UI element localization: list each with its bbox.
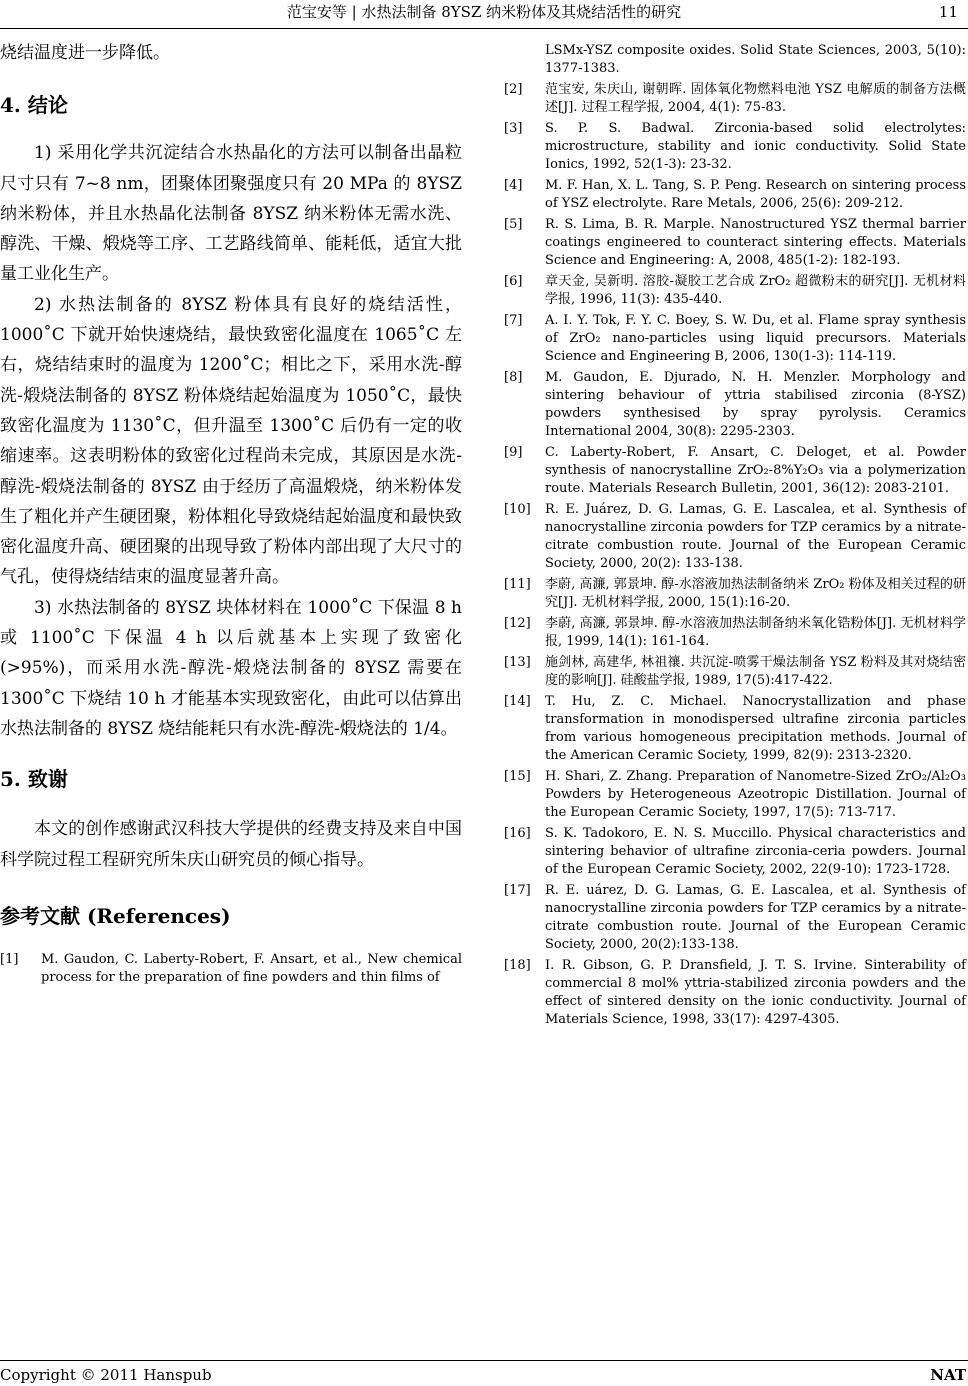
reference-number: [6] <box>504 274 523 289</box>
left-column <box>0 38 462 990</box>
reference-text: A. I. Y. Tok, F. Y. C. Boey, S. W. Du, et al. Flame spray synthesis of ZrO₂ nano-particles using liquid precursors. Materials Science and Engineering B, 2006, 130(1-3): 114-119. <box>545 313 966 364</box>
page-header <box>0 0 968 34</box>
reference-text: R. S. Lima, B. R. Marple. Nanostructured YSZ thermal barrier coatings engineered to counteract sintering effects. Materials Science and Engineering: A, 2008, 485(1-2): 182-193. <box>545 217 966 268</box>
footer-rule <box>0 1360 968 1361</box>
reference-item <box>504 693 966 765</box>
section-4-title: 4. 结论 <box>0 93 68 118</box>
reference-text: 李蔚, 高濂, 郭景坤. 醇-水溶液加热法制备纳米氧化锆粉体[J]. 无机材料学报, 1999, 14(1): 161-164. <box>545 616 966 649</box>
references-title: 参考文献 (References) <box>0 903 231 928</box>
reference-number: [5] <box>504 217 523 232</box>
reference-text: 章天金, 吴新明. 溶胶-凝胶工艺合成 ZrO₂ 超微粉末的研究[J]. 无机材料学报, 1996, 11(3): 435-440. <box>545 274 966 307</box>
reference-item <box>504 369 966 441</box>
reference-text: C. Laberty-Robert, F. Ansart, C. Deloget, et al. Powder synthesis of nanocrystalline ZrO₂-8%Y₂O₃ via a polymerization route. Materials Research Bulletin, 2001, 36(12): 2083-2101. <box>545 445 966 496</box>
reference-number: [16] <box>504 826 531 841</box>
reference-number: [11] <box>504 577 531 592</box>
reference-item <box>504 216 966 270</box>
reference-text: I. R. Gibson, G. P. Dransfield, J. T. S. Irvine. Sinterability of commercial 8 mol% yttria-stabilized zirconia powders and the effect of sintered density on the ionic conductivity. Journal of Materials Science, 1998, 33(17): 4297-4305. <box>545 958 966 1027</box>
reference-number: [4] <box>504 178 523 193</box>
conclusion-paragraph-1: 1) 采用化学共沉淀结合水热晶化的方法可以制备出晶粒尺寸只有 7~8 nm，团聚体团聚强度只有 20 MPa 的 8YSZ 纳米粉体，并且水热晶化法制备 8YSZ 纳米粉体无需水洗、醇洗、干燥、煅烧等工序、工艺路线简单、能耗低，适宜大批量工业化生产。 <box>0 143 462 285</box>
reference-text: S. K. Tadokoro, E. N. S. Muccillo. Physical characteristics and sintering behavior of ultrafine zirconia-ceria powders. Journal of the European Ceramic Society, 2002, 22(9-10): 1723-1728. <box>545 826 966 877</box>
reference-number: [18] <box>504 958 531 973</box>
section-5-title: 5. 致谢 <box>0 767 68 792</box>
reference-item <box>0 951 462 987</box>
reference-number: [7] <box>504 313 523 328</box>
reference-number: [1] <box>0 951 19 967</box>
reference-text: R. E. uárez, D. G. Lamas, G. E. Lascalea, et al. Synthesis of nanocrystalline zirconia powders for TZP ceramics by a nitrate-citrate combustion route. Journal of the European Ceramic Society, 2000, 20(2):133-138. <box>545 883 966 952</box>
reference-item <box>504 576 966 612</box>
reference-number: [13] <box>504 655 531 670</box>
reference-item <box>504 501 966 573</box>
reference-text: S. P. S. Badwal. Zirconia-based solid electrolytes: microstructure, stability and ionic conductivity. Solid State Ionics, 1992, 52(1-3): 23-32. <box>545 121 966 172</box>
reference-text: 李蔚, 高濂, 郭景坤. 醇-水溶液加热法制备纳米 ZrO₂ 粉体及相关过程的研究[J]. 无机材料学报, 2000, 15(1):16-20. <box>545 577 966 610</box>
acknowledgement-paragraph: 本文的创作感谢武汉科技大学提供的经费支持及来自中国科学院过程工程研究所朱庆山研究员的倾心指导。 <box>0 819 462 870</box>
reference-item <box>504 42 966 78</box>
conclusion-paragraph-3: 3) 水热法制备的 8YSZ 块体材料在 1000˚C 下保温 8 h 或 1100˚C 下保温 4 h 以后就基本上实现了致密化(>95%)，而采用水洗-醇洗-煅烧法制备的 8YSZ 需要在 1300˚C 下烧结 10 h 才能基本实现致密化，由此可以估算出水热法制备的 8YSZ 烧结能耗只有水洗-醇洗-煅烧法的 1/4。 <box>0 597 462 739</box>
reference-number: [9] <box>504 445 523 460</box>
page-number: 11 <box>938 3 958 21</box>
reference-item <box>504 957 966 1029</box>
reference-number: [12] <box>504 616 531 631</box>
reference-text: H. Shari, Z. Zhang. Preparation of Nanometre-Sized ZrO₂/Al₂O₃ Powders by Heterogeneous Azeotropic Distillation. Journal of the European Ceramic Society, 1997, 17(5): 713-717. <box>545 769 966 820</box>
reference-text: M. F. Han, X. L. Tang, S. P. Peng. Research on sintering process of YSZ electrolyte. Rare Metals, 2006, 25(6): 209-212. <box>545 178 966 211</box>
reference-item <box>504 654 966 690</box>
reference-item <box>504 81 966 117</box>
reference-text: T. Hu, Z. C. Michael. Nanocrystallization and phase transformation in monodispersed ultrafine zirconia particles from various homogeneous precipitation methods. Journal of the American Ceramic Society, 1999, 82(9): 2313-2320. <box>545 694 966 763</box>
reference-number: [14] <box>504 694 531 709</box>
reference-number: [3] <box>504 121 523 136</box>
reference-item <box>504 825 966 879</box>
reference-text: M. Gaudon, C. Laberty-Robert, F. Ansart, et al., New chemical process for the preparation of fine powders and thin films of <box>41 951 462 985</box>
right-column <box>504 42 966 1032</box>
reference-item <box>504 444 966 498</box>
reference-item <box>504 177 966 213</box>
reference-list-right <box>504 42 966 1029</box>
reference-text: 范宝安, 朱庆山, 谢朝晖. 固体氧化物燃料电池 YSZ 电解质的制备方法概述[J]. 过程工程学报, 2004, 4(1): 75-83. <box>545 82 966 115</box>
reference-item <box>504 768 966 822</box>
journal-abbreviation: NAT <box>930 1366 966 1384</box>
reference-number: [8] <box>504 370 523 385</box>
reference-text: 施剑林, 高建华, 林祖禳. 共沉淀-喷雾干燥法制备 YSZ 粉料及其对烧结密度的影响[J]. 硅酸盐学报, 1989, 17(5):417-422. <box>545 655 966 688</box>
running-title: 范宝安等 | 水热法制备 8YSZ 纳米粉体及其烧结活性的研究 <box>286 3 682 21</box>
reference-item <box>504 312 966 366</box>
reference-number: [2] <box>504 82 523 97</box>
reference-text: M. Gaudon, E. Djurado, N. H. Menzler. Morphology and sintering behaviour of yttria stabilised zirconia (8-YSZ) powders synthesised by spray pyrolysis. Ceramics International 2004, 30(8): 2295-2303. <box>545 370 966 439</box>
reference-list-left <box>0 951 462 987</box>
reference-text: LSMx-YSZ composite oxides. Solid State Sciences, 2003, 5(10): 1377-1383. <box>545 43 966 76</box>
reference-item <box>504 882 966 954</box>
reference-number: [17] <box>504 883 531 898</box>
reference-item <box>504 120 966 174</box>
reference-item <box>504 273 966 309</box>
header-rule <box>0 28 968 29</box>
copyright-notice: Copyright © 2011 Hanspub <box>0 1366 212 1384</box>
reference-text: R. E. Juárez, D. G. Lamas, G. E. Lascalea, et al. Synthesis of nanocrystalline zirconia powders for TZP ceramics by a nitrate-citrate combustion route. Journal of the European Ceramic Society, 2000, 20(2): 133-138. <box>545 502 966 571</box>
reference-number: [10] <box>504 502 531 517</box>
reference-number: [15] <box>504 769 531 784</box>
conclusion-paragraph-2: 2) 水热法制备的 8YSZ 粉体具有良好的烧结活性，1000˚C 下就开始快速烧结，最快致密化温度在 1065˚C 左右，烧结结束时的温度为 1200˚C；相比之下，采用水洗-醇洗-煅烧法制备的 8YSZ 粉体烧结起始温度为 1050˚C，最快致密化温度为 1130˚C，但升温至 1300˚C 后仍有一定的收缩速率。这表明粉体的致密化过程尚未完成，其原因是水洗-醇洗-煅烧法制备的 8YSZ 由于经历了高温煅烧，纳米粉体发生了粗化并产生硬团聚，粉体粗化导致烧结起始温度和最快致密化温度升高、硬团聚的出现导致了粉体内部出现了大尺寸的气孔，使得烧结结束的温度显著升高。 <box>0 294 462 588</box>
intro-line: 烧结温度进一步降低。 <box>0 43 170 63</box>
reference-item <box>504 615 966 651</box>
page-footer <box>0 1360 968 1384</box>
